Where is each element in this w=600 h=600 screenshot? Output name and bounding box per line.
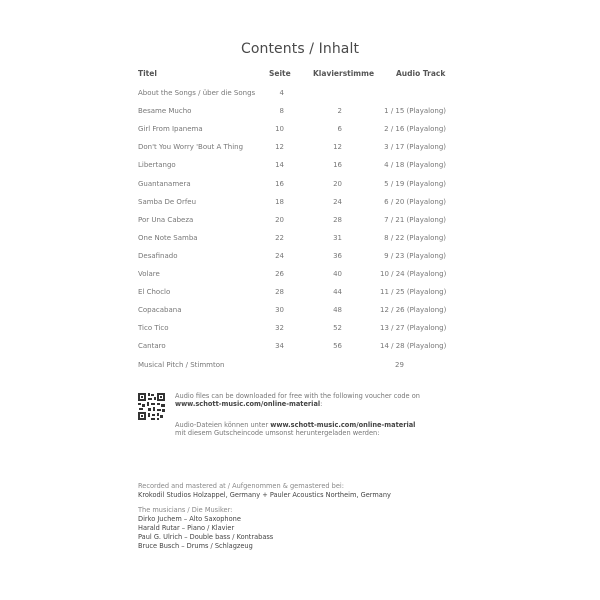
row-page: 22 <box>275 233 284 242</box>
row-title: Por Una Cabeza <box>138 215 194 224</box>
row-audio: 1 / 15 (Playalong) <box>384 107 446 116</box>
page-title: Contents / Inhalt <box>240 41 360 57</box>
header-piano: Klavierstimme <box>313 69 375 78</box>
table-row <box>0 143 600 155</box>
row-page: 28 <box>275 288 284 297</box>
row-audio: 9 / 23 (Playalong) <box>384 251 446 260</box>
table-row <box>0 234 600 246</box>
row-audio: 8 / 22 (Playalong) <box>384 233 446 242</box>
row-audio: 14 / 28 (Playalong) <box>380 342 447 351</box>
row-audio: 13 / 27 (Playalong) <box>380 324 447 333</box>
musician-1: Dirko Juchem – Alto Saxophone <box>138 515 241 523</box>
musician-3: Paul G. Ulrich – Double bass / Kontrabass <box>138 533 274 541</box>
row-piano: 6 <box>337 125 342 134</box>
punctuation: : <box>320 400 323 408</box>
row-title: About the Songs / über die Songs <box>138 89 256 97</box>
row-piano: 20 <box>333 179 342 188</box>
row-piano: 56 <box>333 342 342 351</box>
table-row <box>0 216 600 228</box>
row-page: 18 <box>275 197 284 206</box>
row-audio: 2 / 16 (Playalong) <box>384 125 446 134</box>
row-piano: 44 <box>333 288 342 297</box>
table-row <box>0 125 600 137</box>
row-audio: 3 / 17 (Playalong) <box>384 143 446 152</box>
row-title: Don't You Worry 'Bout A Thing <box>138 143 244 152</box>
header-audio: Audio Track <box>396 69 446 78</box>
row-audio: 6 / 20 (Playalong) <box>384 197 446 206</box>
row-piano: 28 <box>333 215 342 224</box>
row-page: 26 <box>275 270 284 278</box>
row-page: 16 <box>275 179 284 188</box>
header-page: Seite <box>269 69 291 78</box>
row-audio: 11 / 25 (Playalong) <box>380 288 447 297</box>
row-title: One Note Samba <box>138 233 198 242</box>
row-page: 8 <box>279 107 284 116</box>
row-page: 4 <box>279 89 284 97</box>
row-audio: 12 / 26 (Playalong) <box>380 306 447 315</box>
row-page: 34 <box>275 342 284 351</box>
table-row <box>0 89 600 101</box>
row-piano: 24 <box>333 197 342 206</box>
row-title: Samba De Orfeu <box>138 197 197 206</box>
row-audio: 7 / 21 (Playalong) <box>384 215 446 224</box>
download-info-de <box>175 421 415 437</box>
row-piano: 16 <box>333 161 342 170</box>
row-title: Desafinado <box>138 251 178 260</box>
recorded-label: Recorded and mastered at / Aufgenommen & gemastered bei: <box>138 482 344 490</box>
row-title: Cantaro <box>138 342 166 351</box>
row-audio: 5 / 19 (Playalong) <box>384 179 446 188</box>
row-page: 32 <box>275 324 284 333</box>
table-row <box>0 270 600 282</box>
row-page: 20 <box>275 215 284 224</box>
musicians-label: The musicians / Die Musiker: <box>138 506 233 514</box>
row-title: Tico Tico <box>138 324 169 333</box>
table-row <box>0 161 600 173</box>
row-title: Copacabana <box>138 306 182 315</box>
row-audio: 10 / 24 (Playalong) <box>380 270 447 278</box>
download-info-en <box>175 392 420 408</box>
row-title: Besame Mucho <box>138 107 192 116</box>
row-page: 12 <box>275 143 284 152</box>
row-title: Libertango <box>138 161 176 170</box>
musician-4: Bruce Busch – Drums / Schlagzeug <box>138 542 253 550</box>
qr-code-icon <box>138 393 165 420</box>
row-page: 30 <box>275 306 284 315</box>
table-row <box>0 342 600 354</box>
row-piano: 52 <box>333 324 342 333</box>
download-en-text: Audio files can be downloaded for free with the following voucher code on <box>175 392 420 400</box>
row-title: El Choclo <box>138 288 171 297</box>
row-audio: 29 <box>395 360 404 369</box>
row-piano: 12 <box>333 143 342 152</box>
row-piano: 36 <box>333 251 342 260</box>
download-de-text: mit diesem Gutscheincode umsonst heruntergeladen werden: <box>175 429 380 437</box>
table-row <box>0 107 600 119</box>
row-page: 10 <box>275 125 284 134</box>
row-title: Girl From Ipanema <box>138 125 203 134</box>
header-title: Titel <box>138 69 157 78</box>
row-title: Musical Pitch / Stimmton <box>138 360 225 369</box>
row-page: 24 <box>275 251 284 260</box>
row-title: Guantanamera <box>138 179 191 188</box>
table-row <box>0 198 600 210</box>
row-piano: 31 <box>333 233 342 242</box>
table-row <box>0 288 600 300</box>
download-en-link[interactable]: www.schott-music.com/online-material <box>175 400 321 408</box>
studios-text: Krokodil Studios Holzappel, Germany + Pauler Acoustics Northeim, Germany <box>138 491 391 499</box>
table-row <box>0 324 600 336</box>
table-row <box>0 361 600 373</box>
table-row <box>0 306 600 318</box>
download-de-link[interactable]: www.schott-music.com/online-material <box>270 421 416 429</box>
row-piano: 2 <box>337 107 342 116</box>
download-de-prefix: Audio-Dateien können unter <box>175 421 271 429</box>
table-row <box>0 252 600 264</box>
row-piano: 48 <box>333 306 342 315</box>
table-row <box>0 180 600 192</box>
row-page: 14 <box>275 161 284 170</box>
musician-2: Harald Rutar – Piano / Klavier <box>138 524 235 532</box>
row-title: Volare <box>138 270 160 278</box>
row-piano: 40 <box>333 270 342 278</box>
row-audio: 4 / 18 (Playalong) <box>384 161 446 170</box>
